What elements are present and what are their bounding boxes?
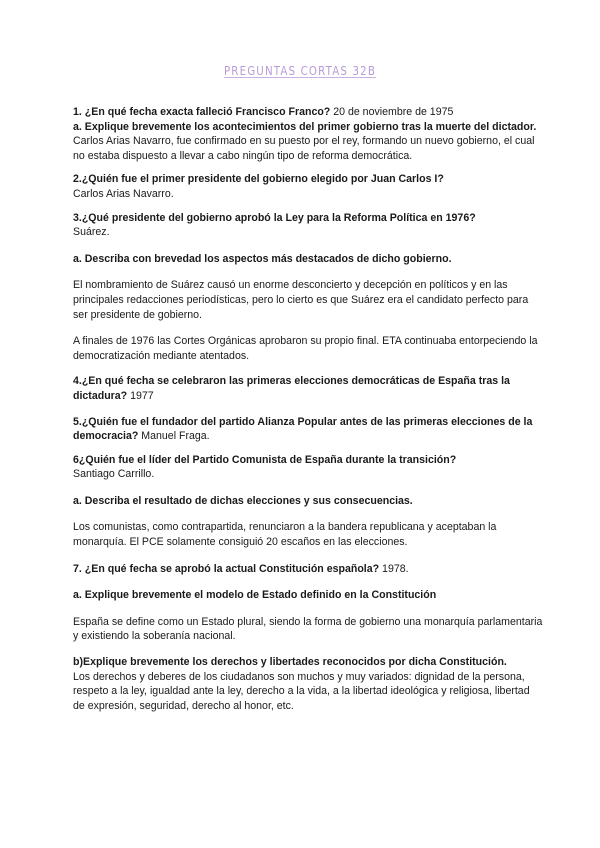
q5-block [73, 415, 543, 444]
q1-block [73, 105, 543, 120]
q1a-question: a. Explique brevemente los acontecimientos del primer gobierno tras la muerte del dictador. [73, 120, 537, 133]
q1-question: 1. ¿En qué fecha exacta falleció Francisco Franco? [73, 106, 331, 118]
q3-answer: Suárez. [73, 226, 110, 239]
q6-answer: Santiago Carrillo. [73, 468, 155, 481]
q1a-answer: Carlos Arias Navarro, fue confirmado en su puesto por el rey, formando un nuevo gobierno, el cual no estaba dispuesto a llevar a cabo ningún tipo de reforma democrática. [73, 135, 535, 162]
q7a-question: a. Explique brevemente el modelo de Estado definido en la Constitución [73, 589, 437, 602]
q7-answer: 1978. [379, 562, 409, 575]
q7b-question: b)Explique brevemente los derechos y libertades reconocidos por dicha Constitución. [73, 656, 507, 669]
q5-question: 5.¿Quién fue el fundador del partido Alianza Popular antes de las primeras elecciones de la democracia? [73, 415, 533, 443]
q3a-answer-2: A finales de 1976 las Cortes Orgánicas aprobaron su propio final. ETA continuaba entorpeciendo la democratización mediante atentados. [73, 335, 538, 362]
q2-question: 2.¿Quién fue el primer presidente del gobierno elegido por Juan Carlos I? [73, 173, 444, 186]
q7-question: 7. ¿En qué fecha se aprobó la actual Constitución española? [73, 562, 380, 575]
q7-block [73, 562, 543, 577]
q5-answer: Manuel Fraga. [138, 430, 210, 443]
q6a-question: a. Describa el resultado de dichas elecciones y sus consecuencias. [73, 494, 413, 507]
q7b-answer: Los derechos y deberes de los ciudadanos son muchos y muy variados: dignidad de la persona, respeto a la ley, igualdad ante la ley, derecho a la vida, a la libertad ideológica y religiosa, libertad de expresión, seguridad, derecho al honor, etc. [73, 670, 530, 712]
q6-question: 6¿Quién fue el líder del Partido Comunista de España durante la transición? [73, 453, 457, 466]
q3a-question: a. Describa con brevedad los aspectos más destacados de dicho gobierno. [73, 252, 452, 265]
q3a-answer-1: El nombramiento de Suárez causó un enorme desconcierto y decepción en políticos y en las principales redacciones periodísticas, pero lo cierto es que Suárez era el candidato perfecto para ser presidente de gobierno. [73, 279, 529, 321]
q2-answer: Carlos Arias Navarro. [73, 187, 174, 200]
q4-block [73, 374, 543, 403]
q4-question: 4.¿En qué fecha se celebraron las primeras elecciones democráticas de España tras la dictadura? [73, 375, 510, 402]
q7a-answer: España se define como un Estado plural, siendo la forma de gobierno una monarquía parlamentaria y existiendo la soberanía nacional. [73, 615, 543, 643]
q1-answer: 20 de noviembre de 1975 [330, 106, 454, 118]
page-title: PREGUNTAS CORTAS 32B [223, 63, 377, 78]
q4-answer: 1977 [127, 389, 154, 402]
document-body [73, 105, 543, 713]
q6a-answer: Los comunistas, como contrapartida, renunciaron a la bandera republicana y aceptaban la monarquía. El PCE solamente consiguió 20 escaños en las elecciones. [73, 521, 497, 549]
q3-question: 3.¿Qué presidente del gobierno aprobó la Ley para la Reforma Política en 1976? [73, 211, 476, 224]
